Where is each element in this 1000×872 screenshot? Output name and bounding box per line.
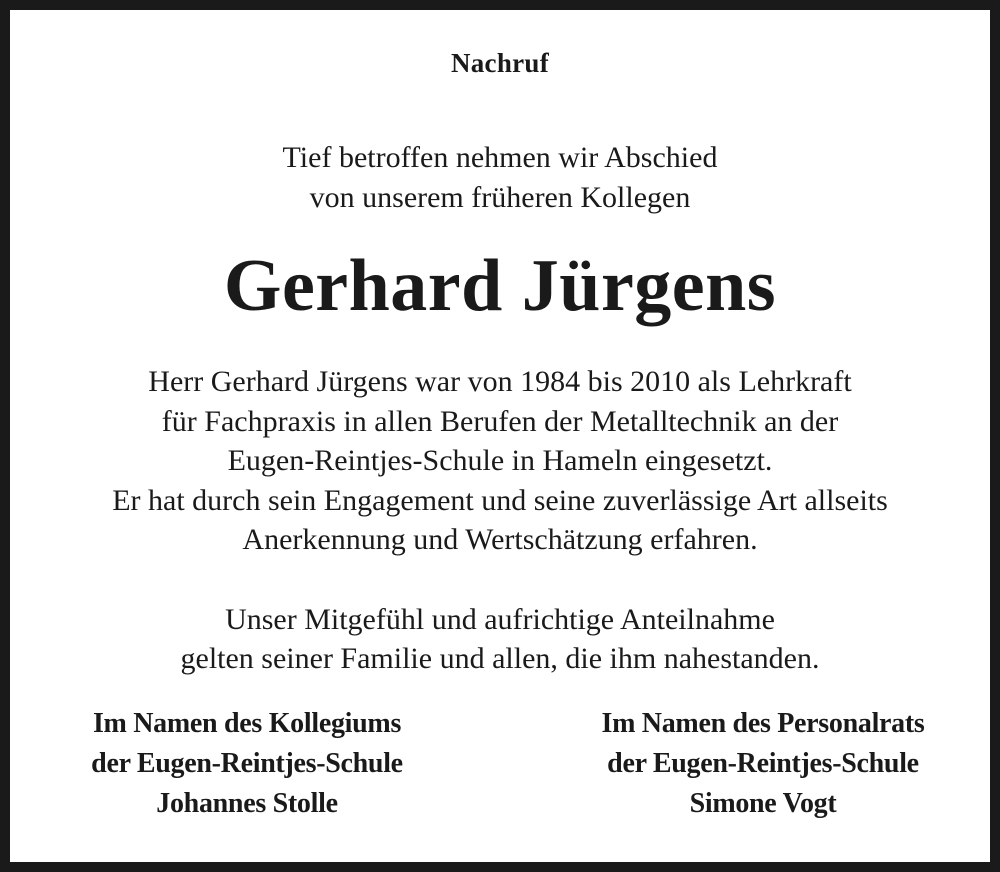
intro-line: Tief betroffen nehmen wir Abschied: [282, 141, 718, 174]
signature-line: der Eugen-Reintjes-Schule: [607, 748, 919, 779]
signature-line: Im Namen des Kollegiums: [92, 708, 402, 739]
condolence-text: [10, 600, 990, 678]
notice-heading: Nachruf: [450, 48, 550, 78]
signature-kollegium: [32, 704, 462, 824]
bio-line: Er hat durch sein Engagement und seine zuverlässige Art allseits: [112, 483, 888, 517]
condolence-line: Unser Mitgefühl und aufrichtige Anteilnahme: [225, 603, 775, 636]
intro-text: [10, 138, 990, 218]
bio-line: für Fachpraxis in allen Berufen der Metalltechnik an der: [161, 404, 839, 438]
intro-line: von unserem früheren Kollegen: [309, 181, 691, 214]
bio-line: Herr Gerhard Jürgens war von 1984 bis 2010 als Lehrkraft: [148, 365, 852, 398]
signature-personalrat: [548, 704, 978, 824]
bio-line: Anerkennung und Wertschätzung erfahren.: [242, 523, 758, 556]
biography-text: [10, 362, 990, 560]
deceased-name: Gerhard Jürgens: [223, 245, 777, 327]
condolence-line: gelten seiner Familie und allen, die ihm nahestanden.: [180, 642, 820, 675]
signature-name: Simone Vogt: [689, 788, 837, 819]
signature-line: der Eugen-Reintjes-Schule: [91, 748, 403, 779]
signature-name: Johannes Stolle: [156, 788, 338, 819]
signature-line: Im Namen des Personalrats: [601, 708, 925, 739]
bio-line: Eugen-Reintjes-Schule in Hameln eingesetzt.: [227, 444, 773, 477]
